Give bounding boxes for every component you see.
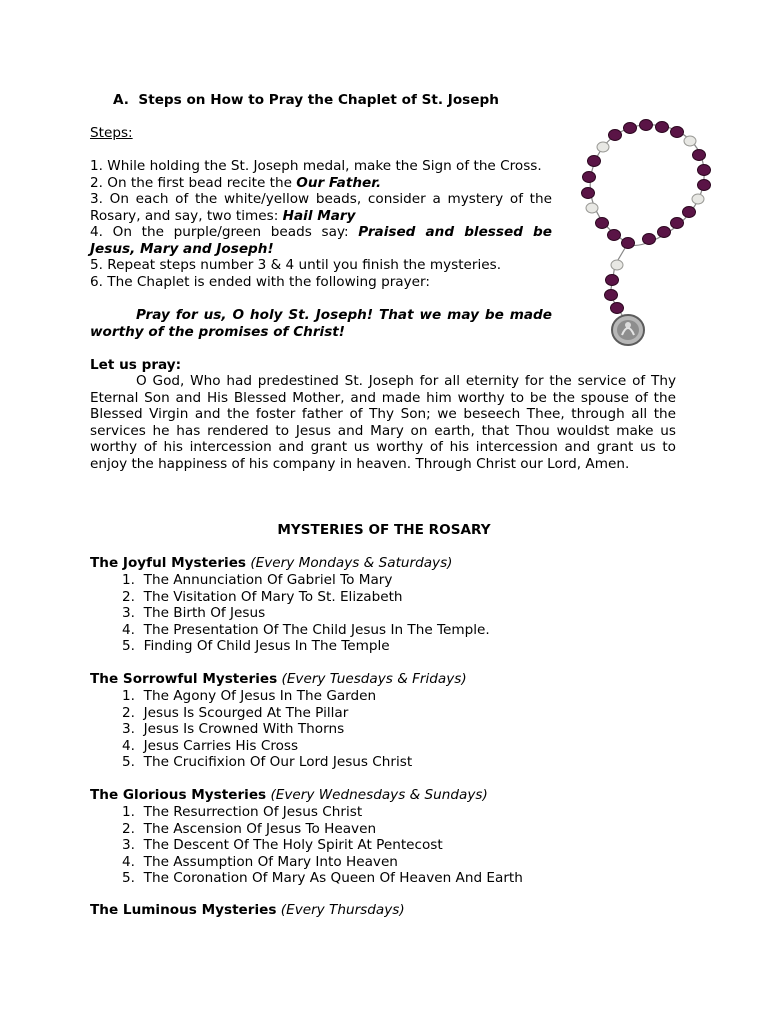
list-item: 4. The Presentation Of The Child Jesus In The Temple. [122, 621, 490, 638]
list-item: 3. The Birth Of Jesus [122, 605, 266, 621]
purple-bead [658, 227, 671, 238]
list-item: 5. The Coronation Of Mary As Queen Of Heaven And Earth [122, 870, 523, 886]
purple-bead [588, 156, 601, 167]
purple-bead [698, 165, 711, 176]
step-1: 1. While holding the St. Joseph medal, make the Sign of the Cross. [90, 158, 542, 174]
step-2: 2. On the first bead recite the Our Father. [90, 174, 382, 191]
chaplet-rosary-illustration [570, 115, 720, 350]
section-heading [113, 92, 499, 108]
list-item: 3. Jesus Is Crowned With Thorns [122, 721, 345, 737]
list-item: 5. Finding Of Child Jesus In The Temple [122, 638, 390, 654]
sorrowful-mysteries-heading: The Sorrowful Mysteries (Every Tuesdays & Fridays) [90, 671, 467, 687]
section-title: Steps on How to Pray the Chaplet of St. Joseph [138, 92, 499, 108]
list-item: 4. The Assumption Of Mary Into Heaven [122, 853, 398, 870]
step-6: 6. The Chaplet is ended with the following prayer: [90, 273, 430, 290]
white-bead [684, 136, 696, 146]
let-us-pray-label: Let us pray: [90, 357, 182, 373]
list-item: 1. The Annunciation Of Gabriel To Mary [122, 572, 393, 588]
list-item: 4. Jesus Carries His Cross [122, 737, 299, 754]
invocation-prayer: Pray for us, O holy St. Joseph! That we may be made worthy of the promises of Christ! [90, 307, 552, 340]
purple-bead [683, 207, 696, 218]
white-bead [597, 142, 609, 152]
joyful-mysteries-heading: The Joyful Mysteries (Every Mondays & Saturdays) [90, 555, 453, 571]
purple-bead [611, 303, 624, 314]
list-item: 1. The Agony Of Jesus In The Garden [122, 688, 377, 704]
purple-bead [596, 218, 609, 229]
list-item: 5. The Crucifixion Of Our Lord Jesus Christ [122, 754, 413, 770]
white-bead [611, 260, 623, 270]
step-3: 3. On each of the white/yellow beads, consider a mystery of the Rosary, and say, two times: Hail Mary [90, 191, 552, 224]
white-bead [692, 194, 704, 204]
purple-bead [609, 130, 622, 141]
luminous-mysteries-heading: The Luminous Mysteries (Every Thursdays) [90, 902, 405, 918]
purple-bead [583, 172, 596, 183]
purple-bead [605, 290, 618, 301]
st-joseph-medal-icon [612, 315, 644, 345]
list-item: 1. The Resurrection Of Jesus Christ [122, 804, 363, 820]
list-item: 2. The Visitation Of Mary To St. Elizabeth [122, 588, 403, 605]
step-4: 4. On the purple/green beads say: Praised and blessed be Jesus, Mary and Joseph! [90, 224, 552, 257]
step-5: 5. Repeat steps number 3 & 4 until you finish the mysteries. [90, 257, 502, 273]
purple-bead [656, 122, 669, 133]
purple-bead [624, 123, 637, 134]
section-marker: A. [113, 92, 129, 108]
purple-bead [643, 234, 656, 245]
joyful-mysteries-list [90, 572, 490, 655]
steps-label: Steps: [90, 125, 133, 141]
purple-bead [671, 127, 684, 138]
purple-bead [606, 275, 619, 286]
purple-bead [608, 230, 621, 241]
list-item: 3. The Descent Of The Holy Spirit At Pentecost [122, 837, 443, 853]
purple-bead [640, 120, 653, 131]
purple-bead [698, 180, 711, 191]
list-item: 2. Jesus Is Scourged At The Pillar [122, 704, 349, 721]
rosary-beads [582, 120, 711, 314]
glorious-mysteries-list [90, 804, 523, 887]
mysteries-title: MYSTERIES OF THE ROSARY [277, 522, 491, 538]
sorrowful-mysteries-list [90, 688, 412, 771]
steps-list [90, 158, 552, 290]
closing-prayer: O God, Who had predestined St. Joseph for all eternity for the service of Thy Eternal Son and His Blessed Mother, and made him worthy to be the spouse of the Blessed Virgin and the foster father of Thy Son; we beseech Thee, through all the services he has rendered to Jesus and Mary on earth, that Thou wouldst make us worthy of his intercession and grant us worthy of his intercession and grant us to enjoy the happiness of his company in heaven. Through Christ our Lord, Amen. [90, 373, 676, 472]
purple-bead [622, 238, 635, 249]
purple-bead [582, 188, 595, 199]
glorious-mysteries-heading: The Glorious Mysteries (Every Wednesdays & Sundays) [90, 787, 488, 803]
purple-bead [671, 218, 684, 229]
purple-bead [693, 150, 706, 161]
white-bead [586, 203, 598, 213]
list-item: 2. The Ascension Of Jesus To Heaven [122, 820, 377, 837]
